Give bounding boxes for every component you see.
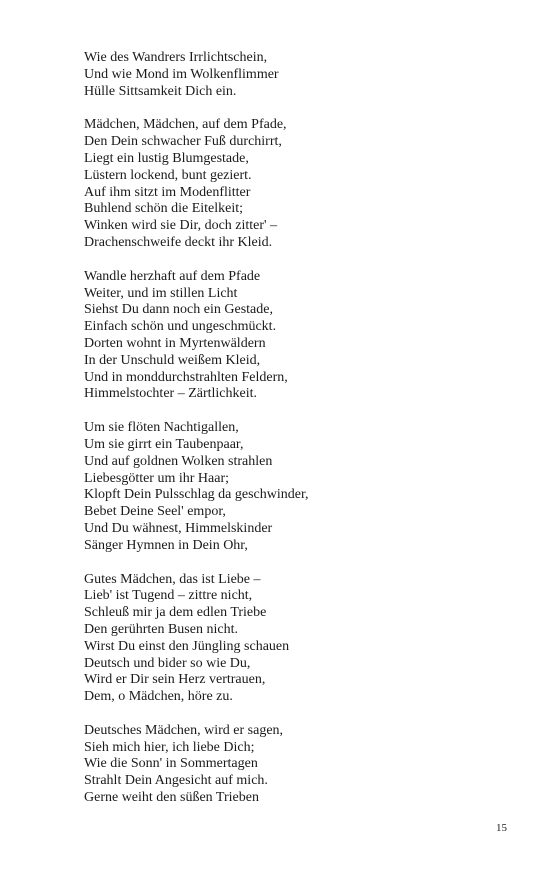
poem-line: Liegt ein lustig Blumgestade,	[84, 150, 249, 166]
poem-line: Deutsch und bider so wie Du,	[84, 655, 251, 671]
poem-line: Drachenschweife deckt ihr Kleid.	[84, 234, 273, 250]
poem-line: Und Du wähnest, Himmelskinder	[84, 520, 273, 536]
poem-line: Und wie Mond im Wolkenflimmer	[84, 66, 279, 82]
poem-line: Himmelstochter – Zärtlichkeit.	[84, 386, 258, 402]
poem-line: Wandle herzhaft auf dem Pfade	[84, 268, 261, 284]
poem-line: Lüstern lockend, bunt geziert.	[84, 167, 252, 183]
poem-line: Gerne weiht den süßen Trieben	[84, 790, 259, 806]
poem-line: Bebet Deine Seel' empor,	[84, 504, 226, 520]
poem-line: Siehst Du dann noch ein Gestade,	[84, 302, 273, 318]
poem-line: Schleuß mir ja dem edlen Triebe	[84, 605, 267, 621]
poem-line: Auf ihm sitzt im Modenflitter	[84, 184, 251, 200]
poem-line: Winken wird sie Dir, doch zitter' –	[84, 218, 278, 234]
poem-line: Und auf goldnen Wolken strahlen	[84, 453, 273, 469]
poem-line: Einfach schön und ungeschmückt.	[84, 319, 277, 335]
poem-line: Dorten wohnt in Myrtenwäldern	[84, 335, 266, 351]
poem-line: Liebesgötter um ihr Haar;	[84, 470, 230, 486]
poem-line: Klopft Dein Pulsschlag da geschwinder,	[84, 487, 309, 503]
stanza	[84, 269, 524, 403]
poem-line: Wird er Dir sein Herz vertrauen,	[84, 672, 266, 688]
poem-line: Um sie flöten Nachtigallen,	[84, 420, 239, 436]
poem-line: Wie die Sonn' in Sommertagen	[84, 756, 258, 772]
stanza	[84, 50, 524, 100]
poem-line: Und in monddurchstrahlten Feldern,	[84, 369, 288, 385]
poem-line: Sieh mich hier, ich liebe Dich;	[84, 739, 255, 755]
poem-line: Gutes Mädchen, das ist Liebe –	[84, 571, 261, 587]
poem-line: Hülle Sittsamkeit Dich ein.	[84, 83, 237, 99]
stanza	[84, 723, 524, 807]
poem-line: Den Dein schwacher Fuß durchirrt,	[84, 134, 282, 150]
stanza	[84, 572, 524, 706]
poem-line: Dem, o Mädchen, höre zu.	[84, 689, 233, 705]
poem-line: Um sie girrt ein Taubenpaar,	[84, 436, 244, 452]
poem-line: Strahlt Dein Angesicht auf mich.	[84, 773, 268, 789]
stanza	[84, 420, 524, 554]
stanza	[84, 117, 524, 251]
poem-line: Weiter, und im stillen Licht	[84, 285, 238, 301]
poem-line: Wie des Wandrers Irrlichtschein,	[84, 50, 268, 65]
poem-line: Mädchen, Mädchen, auf dem Pfade,	[84, 117, 287, 133]
poem-line: Lieb' ist Tugend – zittre nicht,	[84, 588, 253, 604]
poem-line: In der Unschuld weißem Kleid,	[84, 352, 261, 368]
poem-line: Deutsches Mädchen, wird er sagen,	[84, 722, 284, 738]
poem-line: Wirst Du einst den Jüngling schauen	[84, 638, 290, 654]
poem-line: Buhlend schön die Eitelkeit;	[84, 201, 244, 217]
poem-body	[84, 50, 524, 824]
poem-line: Sänger Hymnen in Dein Ohr,	[84, 537, 248, 553]
page-number: 15	[496, 822, 507, 834]
poem-line: Den gerührten Busen nicht.	[84, 621, 238, 637]
